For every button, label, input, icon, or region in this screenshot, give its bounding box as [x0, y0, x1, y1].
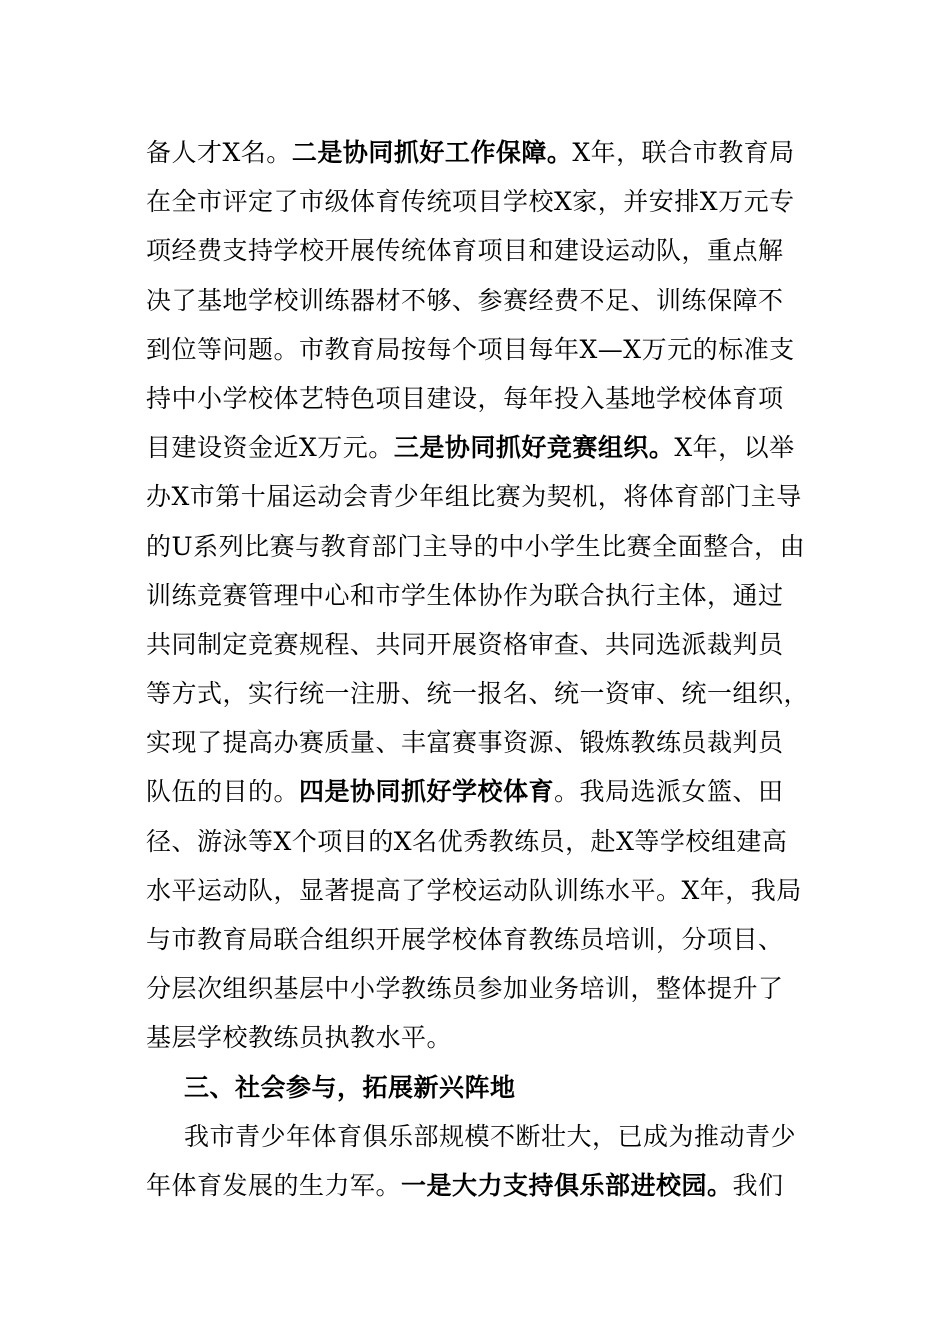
text-line — [146, 1161, 810, 1210]
text-line: 等方式，实行统一注册、统一报名、统一资审、统一组织， — [146, 679, 810, 709]
text-run: 目建设资金近X万元。 — [146, 433, 394, 463]
text-line: 项经费支持学校开展传统体育项目和建设运动队，重点解 — [146, 236, 784, 266]
bold-lead: 三是协同抓好竞赛组织。 — [393, 433, 675, 463]
text-line: 持中小学校体艺特色项目建设，每年投入基地学校体育项 — [146, 383, 784, 413]
text-line — [146, 423, 810, 472]
text-line: 办X市第十届运动会青少年组比赛为契机，将体育部门主导 — [146, 482, 802, 512]
text-run: X年，联合市教育局 — [572, 138, 795, 167]
text-run: X年，以举 — [674, 433, 795, 463]
text-line: 径、游泳等X个项目的X名优秀教练员，赴X等学校组建高 — [146, 826, 788, 856]
text-line: 共同制定竞赛规程、共同开展资格审查、共同选派裁判员 — [146, 629, 784, 659]
bold-lead: 一是大力支持俱乐部进校园。 — [401, 1170, 733, 1200]
text-line: 我市青少年体育俱乐部规模不断壮大，已成为推动青少 — [184, 1121, 797, 1151]
text-line: 分层次组织基层中小学教练员参加业务培训，整体提升了 — [146, 974, 784, 1004]
document-page — [146, 128, 810, 1210]
text-line: 水平运动队，显著提高了学校运动队训练水平。X年，我局 — [146, 875, 802, 905]
bold-lead: 二是协同抓好工作保障。 — [291, 138, 573, 167]
paragraph-school-sports — [146, 128, 810, 1063]
text-line: 训练竞赛管理中心和市学生体协作为联合执行主体，通过 — [146, 580, 784, 610]
text-line — [146, 767, 810, 816]
text-run: 我们 — [732, 1170, 784, 1200]
text-line: 决了基地学校训练器材不够、参赛经费不足、训练保障不 — [146, 285, 784, 315]
text-run: 。我局选派女篮、田 — [554, 777, 784, 807]
text-line: 实现了提高办赛质量、丰富赛事资源、锻炼教练员裁判员 — [146, 728, 784, 758]
text-run: 队伍的目的。 — [146, 777, 300, 807]
text-line: 的U系列比赛与教育部门主导的中小学生比赛全面整合，由 — [146, 531, 806, 561]
text-line: 与市教育局联合组织开展学校体育教练员培训，分项目、 — [146, 925, 784, 954]
bold-lead: 四是协同抓好学校体育 — [299, 777, 555, 807]
section-heading: 三、社会参与，拓展新兴阵地 — [184, 1072, 516, 1102]
text-line: 在全市评定了市级体育传统项目学校X家，并安排X万元专 — [146, 187, 795, 217]
text-line: 到位等问题。市教育局按每个项目每年X—X万元的标准支 — [146, 334, 795, 364]
text-line — [146, 128, 810, 177]
paragraph-social-participation — [146, 1112, 810, 1210]
text-run: 年体育发展的生力军。 — [146, 1170, 402, 1200]
text-line: 基层学校教练员执教水平。 — [146, 1023, 453, 1053]
text-run: 备人才X名。 — [146, 138, 292, 167]
